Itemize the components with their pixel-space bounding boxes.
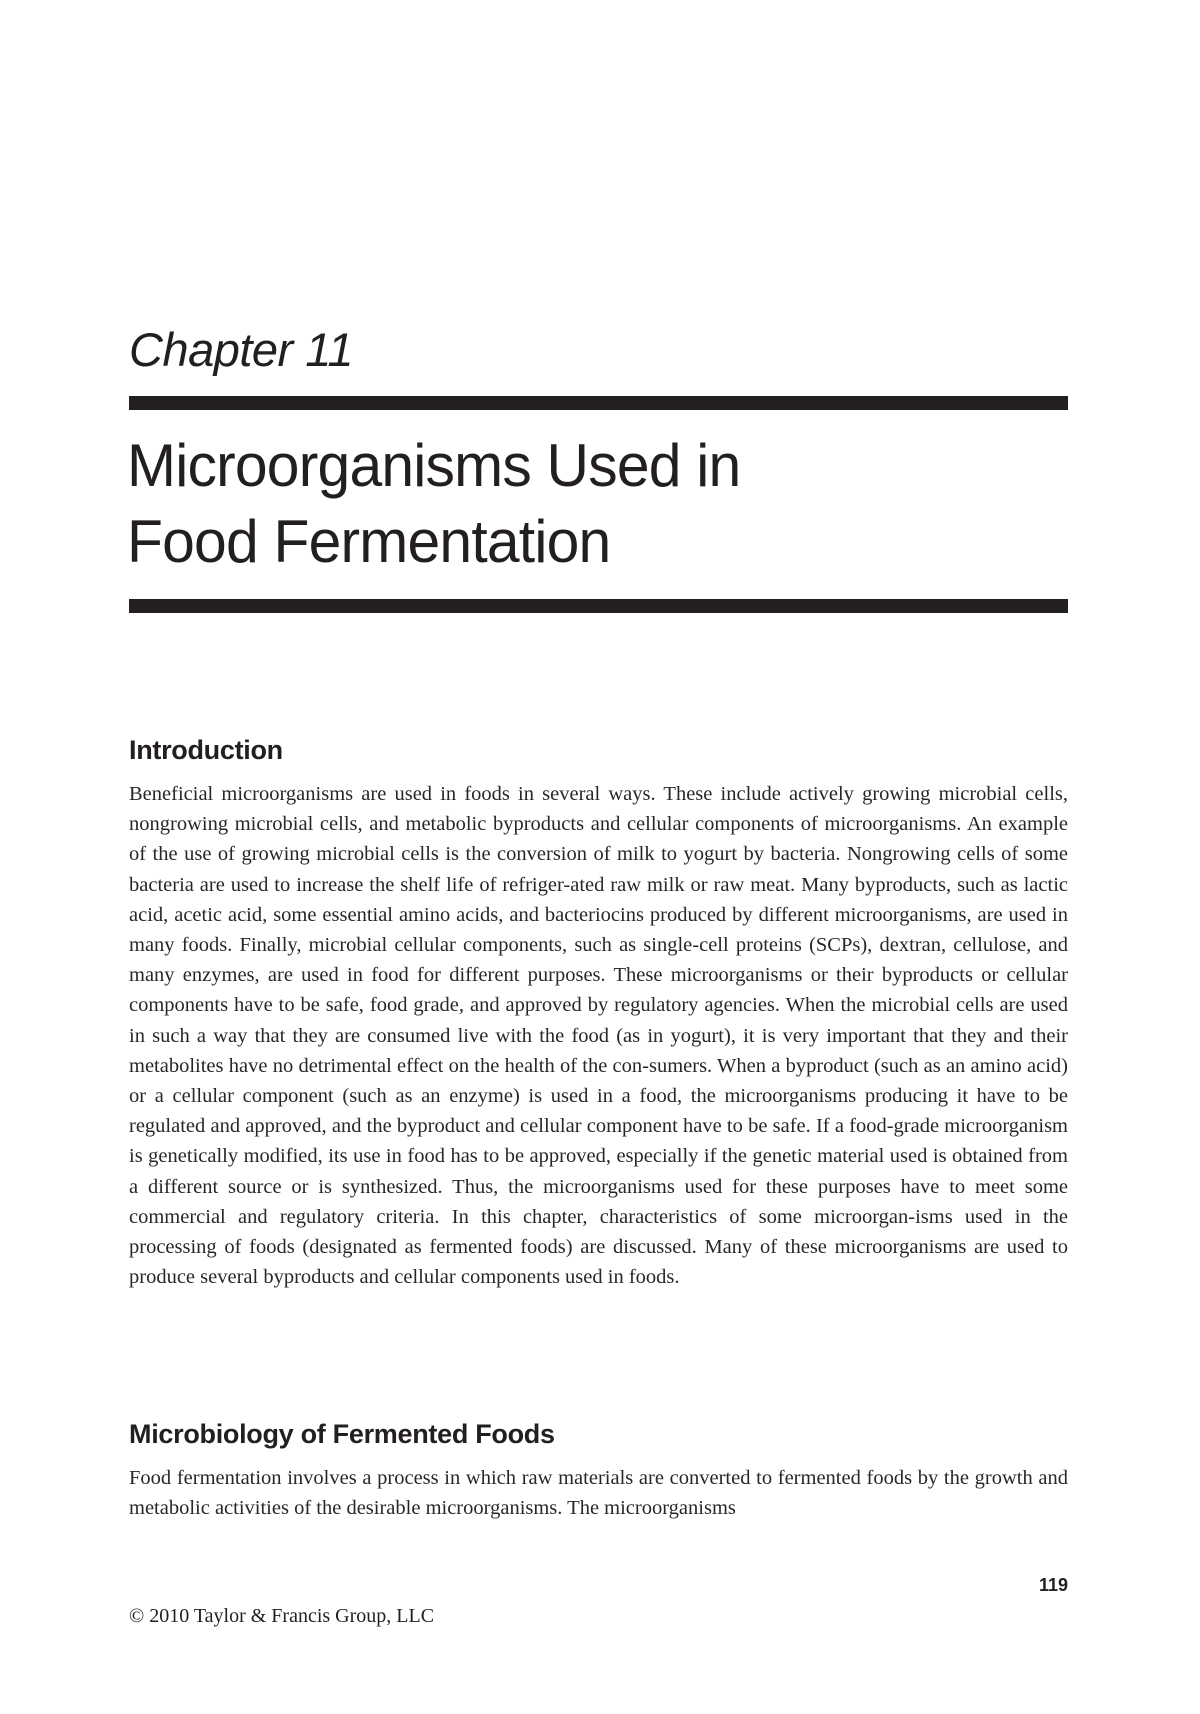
microbiology-paragraph: Food fermentation involves a process in which raw materials are converted to fermented foods by the growth and metabolic activities of the desirable microorganisms. The microorganisms (129, 1467, 1068, 1520)
introduction-paragraph: Beneficial microorganisms are used in foods in several ways. These include actively growing microbial cells, nongrowing microbial cells, and metabolic byproducts and cellular components of microorganisms. An example of the use of growing microbial cells is the conversion of milk to yogurt by bacteria. Nongrowing cells of some bacteria are used to increase the shelf life of refriger-ated raw milk or raw meat. Many byproducts, such as lactic acid, acetic acid, some essential amino acids, and bacteriocins produced by different microorganisms, are used in many foods. Finally, microbial cellular components, such as single-cell proteins (SCPs), dextran, cellulose, and many enzymes, are used in food for different purposes. These microorganisms or their byproducts or cellular components have to be safe, food grade, and approved by regulatory agencies. When the microbial cells are used in such a way that they are consumed live with the food (as in yogurt), it is very important that they and their metabolites have no detrimental effect on the health of the con-sumers. When a byproduct (such as an amino acid) or a cellular component (such as an enzyme) is used in a food, the microorganisms producing it have to be regulated and approved, and the byproduct and cellular component have to be safe. If a food-grade microorganism is genetically modified, its use in food has to be approved, especially if the genetic material used is obtained from a different source or is synthesized. Thus, the microorganisms used for these purposes have to meet some commercial and regulatory criteria. In this chapter, characteristics of some microorgan-isms used in the processing of foods (designated as fermented foods) are discussed. Many of these microorganisms are used to produce several byproducts and cellular components used in foods. (129, 783, 1068, 1289)
chapter-title (127, 428, 1068, 580)
chapter-title-line-1: Microorganisms Used in (127, 432, 741, 499)
copyright-notice: © 2010 Taylor & Francis Group, LLC (129, 1605, 435, 1627)
page-number: 119 (1038, 1575, 1068, 1595)
section-heading-microbiology: Microbiology of Fermented Foods (129, 1419, 555, 1449)
top-rule-divider (129, 396, 1068, 410)
bottom-rule-divider (129, 599, 1068, 613)
section-heading-introduction: Introduction (129, 735, 283, 765)
chapter-label: Chapter 11 (129, 323, 354, 376)
chapter-title-line-2: Food Fermentation (127, 508, 611, 575)
